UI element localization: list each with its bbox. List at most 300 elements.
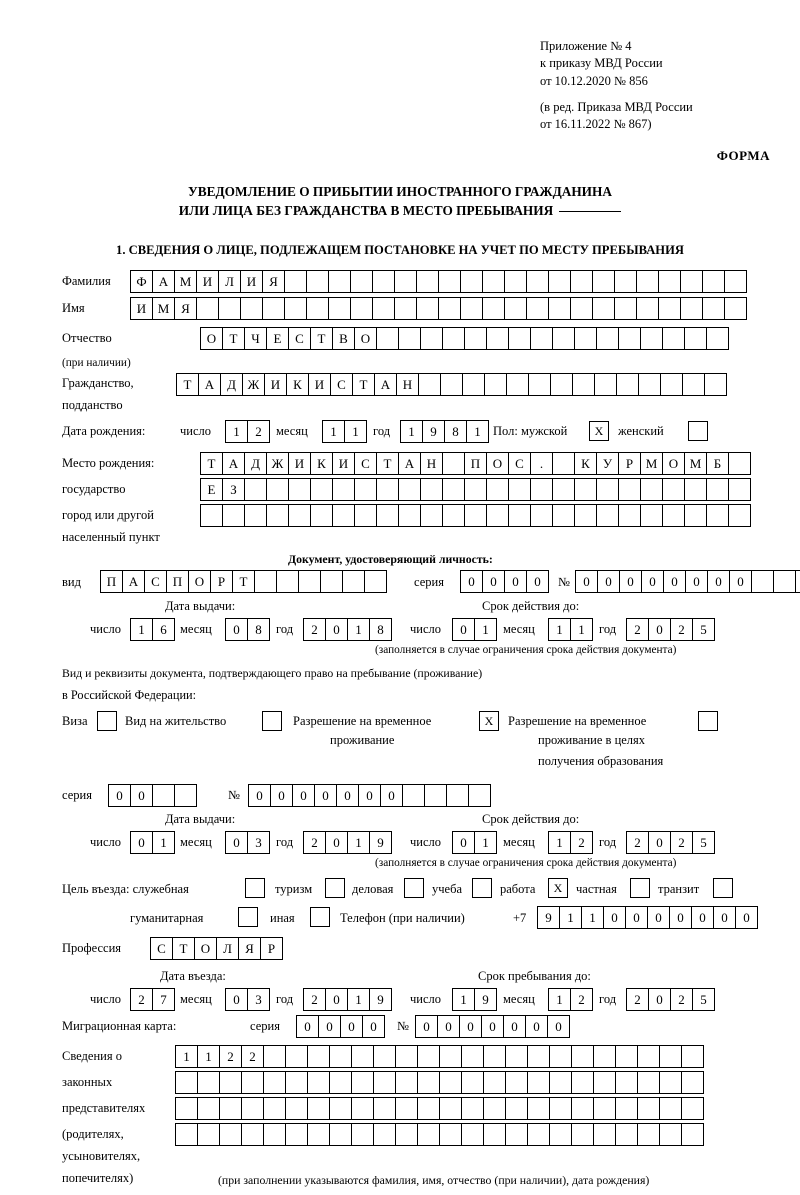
form-cell[interactable]: [637, 1045, 660, 1068]
form-cell[interactable]: [439, 1123, 462, 1146]
form-cell[interactable]: [773, 570, 796, 593]
form-cell[interactable]: [574, 504, 597, 527]
form-cell[interactable]: 8: [247, 618, 270, 641]
form-cell[interactable]: [320, 570, 343, 593]
form-cell[interactable]: [461, 1123, 484, 1146]
field-surname[interactable]: [130, 270, 746, 293]
form-cell[interactable]: [376, 478, 399, 501]
form-cell[interactable]: [706, 504, 729, 527]
form-cell[interactable]: С: [150, 937, 173, 960]
form-cell[interactable]: [372, 270, 395, 293]
form-cell[interactable]: М: [640, 452, 663, 475]
form-cell[interactable]: [724, 270, 747, 293]
form-cell[interactable]: [416, 270, 439, 293]
form-cell[interactable]: [417, 1045, 440, 1068]
form-cell[interactable]: 5: [692, 988, 715, 1011]
form-cell[interactable]: 1: [474, 618, 497, 641]
form-cell[interactable]: [549, 1123, 572, 1146]
form-cell[interactable]: [285, 1045, 308, 1068]
form-cell[interactable]: В: [332, 327, 355, 350]
form-cell[interactable]: [527, 1123, 550, 1146]
checkbox-purpose-business[interactable]: [404, 878, 424, 898]
form-cell[interactable]: 0: [459, 1015, 482, 1038]
form-cell[interactable]: 2: [670, 831, 693, 854]
form-cell[interactable]: [439, 1071, 462, 1094]
field-patronymic[interactable]: [200, 327, 728, 350]
form-cell[interactable]: 0: [503, 1015, 526, 1038]
form-cell[interactable]: 2: [303, 831, 326, 854]
form-cell[interactable]: [307, 1097, 330, 1120]
form-cell[interactable]: [505, 1097, 528, 1120]
form-cell[interactable]: [244, 504, 267, 527]
form-cell[interactable]: 1: [344, 420, 367, 443]
form-cell[interactable]: [637, 1071, 660, 1094]
form-cell[interactable]: П: [166, 570, 189, 593]
form-cell[interactable]: [615, 1097, 638, 1120]
form-cell[interactable]: [417, 1097, 440, 1120]
form-cell[interactable]: 1: [452, 988, 475, 1011]
form-cell[interactable]: 0: [314, 784, 337, 807]
form-cell[interactable]: [527, 1045, 550, 1068]
checkbox-purpose-tourism[interactable]: [325, 878, 345, 898]
form-cell[interactable]: [530, 327, 553, 350]
field-stay-year[interactable]: [626, 988, 714, 1011]
field-legal-row-2[interactable]: [175, 1071, 703, 1094]
form-cell[interactable]: 0: [325, 618, 348, 641]
form-cell[interactable]: Т: [222, 327, 245, 350]
form-cell[interactable]: [175, 1097, 198, 1120]
form-cell[interactable]: 1: [466, 420, 489, 443]
form-cell[interactable]: [254, 570, 277, 593]
form-cell[interactable]: Т: [176, 373, 199, 396]
form-cell[interactable]: [373, 1097, 396, 1120]
form-cell[interactable]: И: [196, 270, 219, 293]
form-cell[interactable]: [482, 270, 505, 293]
form-cell[interactable]: [244, 478, 267, 501]
form-cell[interactable]: 2: [130, 988, 153, 1011]
field-birth-day[interactable]: [225, 420, 269, 443]
form-cell[interactable]: [398, 327, 421, 350]
form-cell[interactable]: 1: [152, 831, 175, 854]
form-cell[interactable]: [724, 297, 747, 320]
form-cell[interactable]: 0: [482, 570, 505, 593]
form-cell[interactable]: 9: [369, 988, 392, 1011]
form-cell[interactable]: 5: [692, 618, 715, 641]
form-cell[interactable]: [263, 1123, 286, 1146]
form-cell[interactable]: [508, 478, 531, 501]
field-issue-year[interactable]: [303, 618, 391, 641]
form-cell[interactable]: 0: [735, 906, 758, 929]
form-cell[interactable]: [329, 1123, 352, 1146]
form-cell[interactable]: [376, 504, 399, 527]
form-cell[interactable]: [615, 1071, 638, 1094]
form-cell[interactable]: [527, 1097, 550, 1120]
form-cell[interactable]: 2: [626, 988, 649, 1011]
form-cell[interactable]: 1: [197, 1045, 220, 1068]
form-cell[interactable]: [681, 1123, 704, 1146]
form-cell[interactable]: [464, 504, 487, 527]
form-cell[interactable]: Т: [310, 327, 333, 350]
form-cell[interactable]: [442, 504, 465, 527]
field-doc-number[interactable]: [575, 570, 800, 593]
form-cell[interactable]: [681, 1071, 704, 1094]
form-cell[interactable]: [219, 1071, 242, 1094]
form-cell[interactable]: Т: [376, 452, 399, 475]
form-cell[interactable]: 1: [548, 988, 571, 1011]
form-cell[interactable]: О: [200, 327, 223, 350]
form-cell[interactable]: 2: [247, 420, 270, 443]
form-cell[interactable]: 9: [474, 988, 497, 1011]
form-cell[interactable]: А: [152, 270, 175, 293]
form-cell[interactable]: 2: [219, 1045, 242, 1068]
form-cell[interactable]: [751, 570, 774, 593]
form-cell[interactable]: Е: [266, 327, 289, 350]
form-cell[interactable]: [464, 478, 487, 501]
form-cell[interactable]: [636, 297, 659, 320]
checkbox-sex-male[interactable]: X: [589, 421, 609, 441]
checkbox-edu-residence[interactable]: [698, 711, 718, 731]
form-cell[interactable]: [332, 478, 355, 501]
form-cell[interactable]: М: [684, 452, 707, 475]
form-cell[interactable]: [263, 1045, 286, 1068]
form-cell[interactable]: Н: [420, 452, 443, 475]
form-cell[interactable]: 1: [175, 1045, 198, 1068]
form-cell[interactable]: [284, 297, 307, 320]
form-cell[interactable]: И: [264, 373, 287, 396]
form-cell[interactable]: 2: [626, 831, 649, 854]
form-cell[interactable]: 2: [303, 988, 326, 1011]
field-phone[interactable]: [537, 906, 757, 929]
form-cell[interactable]: [526, 297, 549, 320]
form-cell[interactable]: 2: [570, 988, 593, 1011]
form-cell[interactable]: 2: [670, 988, 693, 1011]
form-cell[interactable]: [439, 1097, 462, 1120]
form-cell[interactable]: [175, 1071, 198, 1094]
form-cell[interactable]: [152, 784, 175, 807]
form-cell[interactable]: [197, 1097, 220, 1120]
form-cell[interactable]: [241, 1071, 264, 1094]
form-cell[interactable]: [505, 1123, 528, 1146]
form-cell[interactable]: [342, 570, 365, 593]
form-cell[interactable]: [549, 1045, 572, 1068]
form-cell[interactable]: [593, 1123, 616, 1146]
form-cell[interactable]: 1: [548, 618, 571, 641]
form-cell[interactable]: Р: [210, 570, 233, 593]
field-issue-month[interactable]: [225, 618, 269, 641]
form-cell[interactable]: К: [310, 452, 333, 475]
form-cell[interactable]: 3: [247, 988, 270, 1011]
form-cell[interactable]: [284, 270, 307, 293]
form-cell[interactable]: 8: [369, 618, 392, 641]
form-cell[interactable]: [795, 570, 800, 593]
form-cell[interactable]: 0: [318, 1015, 341, 1038]
form-cell[interactable]: [548, 297, 571, 320]
form-cell[interactable]: А: [398, 452, 421, 475]
form-cell[interactable]: 0: [707, 570, 730, 593]
form-cell[interactable]: [526, 270, 549, 293]
form-cell[interactable]: [527, 1071, 550, 1094]
form-cell[interactable]: 0: [225, 988, 248, 1011]
form-cell[interactable]: [285, 1097, 308, 1120]
form-cell[interactable]: [681, 1097, 704, 1120]
form-cell[interactable]: [263, 1097, 286, 1120]
form-cell[interactable]: К: [574, 452, 597, 475]
form-cell[interactable]: [460, 270, 483, 293]
form-cell[interactable]: [288, 478, 311, 501]
form-cell[interactable]: [570, 270, 593, 293]
form-cell[interactable]: 0: [729, 570, 752, 593]
form-cell[interactable]: [508, 504, 531, 527]
form-cell[interactable]: Я: [262, 270, 285, 293]
form-cell[interactable]: [197, 1071, 220, 1094]
form-cell[interactable]: [398, 504, 421, 527]
form-cell[interactable]: [483, 1123, 506, 1146]
form-cell[interactable]: 0: [248, 784, 271, 807]
form-cell[interactable]: А: [222, 452, 245, 475]
field-issue-day[interactable]: [130, 618, 174, 641]
field-valid-day[interactable]: [452, 618, 496, 641]
form-cell[interactable]: 1: [548, 831, 571, 854]
form-cell[interactable]: [684, 327, 707, 350]
checkbox-temp-residence[interactable]: X: [479, 711, 499, 731]
form-cell[interactable]: [552, 327, 575, 350]
form-cell[interactable]: 0: [648, 831, 671, 854]
form-cell[interactable]: Т: [172, 937, 195, 960]
field-permit-valid-year[interactable]: [626, 831, 714, 854]
form-cell[interactable]: [702, 270, 725, 293]
form-cell[interactable]: [197, 1123, 220, 1146]
field-legal-row-4[interactable]: [175, 1123, 703, 1146]
form-cell[interactable]: [219, 1097, 242, 1120]
form-cell[interactable]: [263, 1071, 286, 1094]
form-cell[interactable]: [442, 478, 465, 501]
form-cell[interactable]: [615, 1123, 638, 1146]
form-cell[interactable]: [505, 1045, 528, 1068]
checkbox-residence[interactable]: [262, 711, 282, 731]
form-cell[interactable]: 0: [358, 784, 381, 807]
form-cell[interactable]: [486, 327, 509, 350]
form-cell[interactable]: [461, 1097, 484, 1120]
form-cell[interactable]: [508, 327, 531, 350]
form-cell[interactable]: 2: [303, 618, 326, 641]
form-cell[interactable]: [596, 327, 619, 350]
form-cell[interactable]: [592, 297, 615, 320]
form-cell[interactable]: 0: [225, 831, 248, 854]
field-permit-series[interactable]: [108, 784, 196, 807]
form-cell[interactable]: 1: [570, 618, 593, 641]
form-cell[interactable]: [417, 1123, 440, 1146]
form-cell[interactable]: [684, 504, 707, 527]
form-cell[interactable]: 0: [225, 618, 248, 641]
checkbox-sex-female[interactable]: [688, 421, 708, 441]
field-doc-series[interactable]: [460, 570, 548, 593]
form-cell[interactable]: А: [122, 570, 145, 593]
form-cell[interactable]: [571, 1045, 594, 1068]
form-cell[interactable]: Ж: [242, 373, 265, 396]
form-cell[interactable]: [351, 1045, 374, 1068]
form-cell[interactable]: 0: [641, 570, 664, 593]
field-card-series[interactable]: [296, 1015, 384, 1038]
form-cell[interactable]: [659, 1045, 682, 1068]
form-cell[interactable]: [394, 297, 417, 320]
form-cell[interactable]: [593, 1045, 616, 1068]
form-cell[interactable]: [530, 504, 553, 527]
form-cell[interactable]: [728, 478, 751, 501]
form-cell[interactable]: [372, 297, 395, 320]
form-cell[interactable]: С: [288, 327, 311, 350]
form-cell[interactable]: [486, 504, 509, 527]
form-cell[interactable]: Б: [706, 452, 729, 475]
form-cell[interactable]: [241, 1097, 264, 1120]
form-cell[interactable]: [395, 1123, 418, 1146]
form-cell[interactable]: Я: [174, 297, 197, 320]
form-cell[interactable]: [549, 1097, 572, 1120]
form-cell[interactable]: [276, 570, 299, 593]
form-cell[interactable]: [614, 270, 637, 293]
form-cell[interactable]: 0: [460, 570, 483, 593]
form-cell[interactable]: [593, 1071, 616, 1094]
form-cell[interactable]: [307, 1071, 330, 1094]
form-cell[interactable]: 0: [504, 570, 527, 593]
field-doc-kind[interactable]: [100, 570, 386, 593]
form-cell[interactable]: Л: [218, 270, 241, 293]
form-cell[interactable]: [618, 327, 641, 350]
form-cell[interactable]: [552, 452, 575, 475]
form-cell[interactable]: О: [188, 570, 211, 593]
form-cell[interactable]: [364, 570, 387, 593]
form-cell[interactable]: .: [530, 452, 553, 475]
form-cell[interactable]: [395, 1097, 418, 1120]
form-cell[interactable]: 0: [648, 988, 671, 1011]
form-cell[interactable]: [351, 1097, 374, 1120]
form-cell[interactable]: [222, 504, 245, 527]
form-cell[interactable]: [354, 478, 377, 501]
form-cell[interactable]: 8: [444, 420, 467, 443]
form-cell[interactable]: [659, 1071, 682, 1094]
form-cell[interactable]: [482, 297, 505, 320]
form-cell[interactable]: [571, 1071, 594, 1094]
form-cell[interactable]: С: [508, 452, 531, 475]
form-cell[interactable]: 0: [296, 1015, 319, 1038]
checkbox-purpose-other[interactable]: [310, 907, 330, 927]
form-cell[interactable]: Ф: [130, 270, 153, 293]
form-cell[interactable]: [728, 504, 751, 527]
form-cell[interactable]: [574, 327, 597, 350]
field-birth-city-2[interactable]: [200, 504, 750, 527]
form-cell[interactable]: [640, 327, 663, 350]
form-cell[interactable]: 0: [270, 784, 293, 807]
form-cell[interactable]: [702, 297, 725, 320]
form-cell[interactable]: 0: [647, 906, 670, 929]
form-cell[interactable]: 0: [619, 570, 642, 593]
form-cell[interactable]: [504, 270, 527, 293]
form-cell[interactable]: 9: [537, 906, 560, 929]
form-cell[interactable]: И: [130, 297, 153, 320]
form-cell[interactable]: 0: [130, 784, 153, 807]
form-cell[interactable]: 0: [685, 570, 708, 593]
form-cell[interactable]: [592, 270, 615, 293]
form-cell[interactable]: 0: [648, 618, 671, 641]
form-cell[interactable]: [596, 478, 619, 501]
form-cell[interactable]: [298, 570, 321, 593]
form-cell[interactable]: [614, 297, 637, 320]
form-cell[interactable]: [329, 1045, 352, 1068]
field-legal-row-1[interactable]: [175, 1045, 703, 1068]
form-cell[interactable]: 9: [422, 420, 445, 443]
form-cell[interactable]: 2: [570, 831, 593, 854]
form-cell[interactable]: [636, 270, 659, 293]
form-cell[interactable]: 0: [292, 784, 315, 807]
form-cell[interactable]: И: [308, 373, 331, 396]
form-cell[interactable]: И: [332, 452, 355, 475]
field-permit-valid-month[interactable]: [548, 831, 592, 854]
form-cell[interactable]: 1: [130, 618, 153, 641]
form-cell[interactable]: [571, 1123, 594, 1146]
form-cell[interactable]: [618, 478, 641, 501]
form-cell[interactable]: [483, 1071, 506, 1094]
form-cell[interactable]: [552, 504, 575, 527]
form-cell[interactable]: [446, 784, 469, 807]
form-cell[interactable]: [637, 1123, 660, 1146]
form-cell[interactable]: [637, 1097, 660, 1120]
form-cell[interactable]: [394, 270, 417, 293]
form-cell[interactable]: [483, 1097, 506, 1120]
form-cell[interactable]: [658, 297, 681, 320]
form-cell[interactable]: 5: [692, 831, 715, 854]
field-card-number[interactable]: [415, 1015, 569, 1038]
form-cell[interactable]: А: [198, 373, 221, 396]
form-cell[interactable]: [175, 1123, 198, 1146]
form-cell[interactable]: 0: [336, 784, 359, 807]
form-cell[interactable]: [439, 1045, 462, 1068]
form-cell[interactable]: [680, 270, 703, 293]
form-cell[interactable]: 0: [597, 570, 620, 593]
form-cell[interactable]: 0: [130, 831, 153, 854]
form-cell[interactable]: [659, 1097, 682, 1120]
form-cell[interactable]: О: [662, 452, 685, 475]
form-cell[interactable]: М: [152, 297, 175, 320]
form-cell[interactable]: Т: [352, 373, 375, 396]
form-cell[interactable]: [659, 1123, 682, 1146]
form-cell[interactable]: [640, 478, 663, 501]
form-cell[interactable]: [442, 327, 465, 350]
form-cell[interactable]: [574, 478, 597, 501]
form-cell[interactable]: 0: [452, 831, 475, 854]
form-cell[interactable]: [684, 478, 707, 501]
form-cell[interactable]: 0: [691, 906, 714, 929]
form-cell[interactable]: [680, 297, 703, 320]
form-cell[interactable]: [662, 327, 685, 350]
form-cell[interactable]: Я: [238, 937, 261, 960]
form-cell[interactable]: [593, 1097, 616, 1120]
form-cell[interactable]: 1: [474, 831, 497, 854]
form-cell[interactable]: С: [354, 452, 377, 475]
form-cell[interactable]: [307, 1123, 330, 1146]
form-cell[interactable]: [662, 478, 685, 501]
form-cell[interactable]: [464, 327, 487, 350]
form-cell[interactable]: [728, 452, 751, 475]
form-cell[interactable]: [241, 1123, 264, 1146]
checkbox-visa[interactable]: [97, 711, 117, 731]
form-cell[interactable]: Ж: [266, 452, 289, 475]
form-cell[interactable]: [307, 1045, 330, 1068]
form-cell[interactable]: [640, 504, 663, 527]
form-cell[interactable]: 0: [547, 1015, 570, 1038]
form-cell[interactable]: [351, 1123, 374, 1146]
form-cell[interactable]: Д: [244, 452, 267, 475]
form-cell[interactable]: [266, 504, 289, 527]
form-cell[interactable]: [329, 1097, 352, 1120]
